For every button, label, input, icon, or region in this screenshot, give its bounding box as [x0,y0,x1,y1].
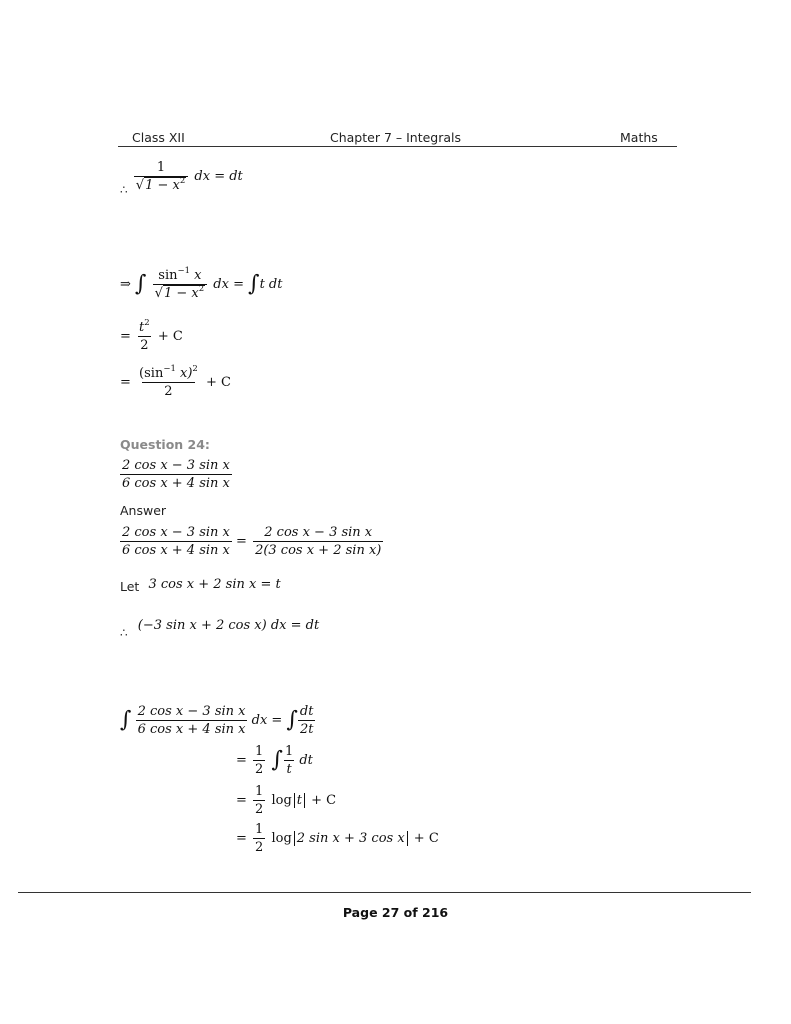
equals: = [236,753,247,768]
variable: t [296,793,303,808]
integral-sign: ∫ [286,707,298,733]
numerator: 2 cos x − 3 sin x [264,525,373,540]
abs-bar-left [294,793,295,808]
denominator: 2 [255,840,264,855]
denominator: 6 cos x + 4 sin x [122,476,230,491]
let-label: Let [120,579,140,594]
differential: dt [299,753,313,768]
header-chapter: Chapter 7 – Integrals [330,130,462,145]
denominator: 6 cos x + 4 sin x [122,543,230,558]
fraction [253,784,265,817]
let-line [120,576,281,595]
fraction [120,525,232,558]
constant: + C [311,793,337,808]
denominator: t [286,762,292,777]
numerator: 1 [255,822,264,837]
sin-text: (sin [139,366,164,381]
answer-step-final [236,822,439,855]
equation-result [120,366,231,399]
rhs: dx = dt [194,169,243,184]
question-heading: Question 24: [120,437,210,452]
denominator: 2(3 cos x + 2 sin x) [255,543,382,558]
middle: dx = [213,277,244,292]
therefore-symbol: ∴ [120,626,128,640]
denominator: 2 [255,802,264,817]
variable: x) [180,366,193,381]
integral-sign: ∫ [248,271,260,297]
answer-step-differential [120,618,320,640]
numerator: 2 cos x − 3 sin x [137,704,246,719]
log-text: log [271,831,292,846]
sin-text: sin [158,268,178,283]
fraction [137,320,152,353]
fraction [253,744,265,777]
denominator: 6 cos x + 4 sin x [137,722,246,737]
equals: = [236,793,247,808]
exponent: 2 [144,318,150,328]
denominator: 2t [299,722,314,737]
radicand: 1 − x [145,178,180,193]
equals: = [120,329,131,344]
numerator: dt [299,704,314,719]
exponent: 2 [198,284,205,294]
middle: dx = [251,713,283,728]
footer-rule [18,892,751,893]
abs-bar-right [407,831,408,846]
numerator [137,366,200,382]
integral-sign: ∫ [135,271,147,297]
header-rule [118,146,677,147]
constant: + C [205,375,231,390]
equation-t-squared [120,320,183,353]
denominator: 2 [142,382,194,399]
log-text: log [271,793,292,808]
answer-step-log-t [236,784,336,817]
fraction [137,366,200,399]
exponent: 2 [192,364,198,374]
let-expression: 3 cos x + 2 sin x = t [148,577,281,592]
constant: + C [157,329,183,344]
constant: + C [413,831,439,846]
answer-step-integral [120,704,315,737]
numerator: 1 [156,160,166,175]
answer-heading: Answer [120,503,167,518]
page-number: Page 27 of 216 [342,905,449,920]
answer-step-1 [120,525,385,558]
radicand: 1 − x [163,286,199,301]
answer-step-half-integral [236,744,313,777]
numerator: 2 cos x − 3 sin x [122,458,230,473]
differential-expression: (−3 sin x + 2 cos x) dx = dt [137,618,320,633]
denominator: $√1 - x^2$ [134,176,188,193]
numerator: 2 cos x − 3 sin x [122,525,230,540]
exponent: −1 [163,364,176,374]
equation-integral-substitution [120,268,282,301]
implies-symbol: ⇒ [120,277,131,292]
fraction [298,704,316,737]
variable: x [194,268,202,283]
fraction [134,160,188,193]
question-expression [120,458,232,491]
numerator [137,320,152,336]
fraction [153,268,207,301]
equals: = [236,534,247,549]
abs-bar-left [294,831,295,846]
denominator: $√1 - x^2$ [153,284,207,301]
therefore-symbol: ∴ [120,183,128,197]
fraction [253,822,265,855]
exponent: 2 [179,176,186,186]
rhs: t dt [259,277,283,292]
numerator: 1 [255,744,264,759]
fraction [253,525,383,558]
header-class: Class XII [132,130,185,145]
integral-sign: ∫ [271,747,283,773]
exponent: −1 [177,266,191,276]
numerator [156,268,203,284]
header-subject: Maths [620,130,658,145]
denominator: 2 [140,338,149,353]
fraction [136,704,248,737]
fraction [120,458,232,491]
variable: t [139,320,145,335]
numerator: 1 [284,744,294,759]
integral-sign: ∫ [120,707,132,733]
fraction [283,744,295,777]
equals: = [120,375,131,390]
variable: 2 sin x + 3 cos x [296,831,405,846]
abs-bar-right [304,793,305,808]
numerator: 1 [255,784,264,799]
equation-dx-dt [120,160,243,197]
denominator: 2 [255,762,264,777]
equals: = [236,831,247,846]
